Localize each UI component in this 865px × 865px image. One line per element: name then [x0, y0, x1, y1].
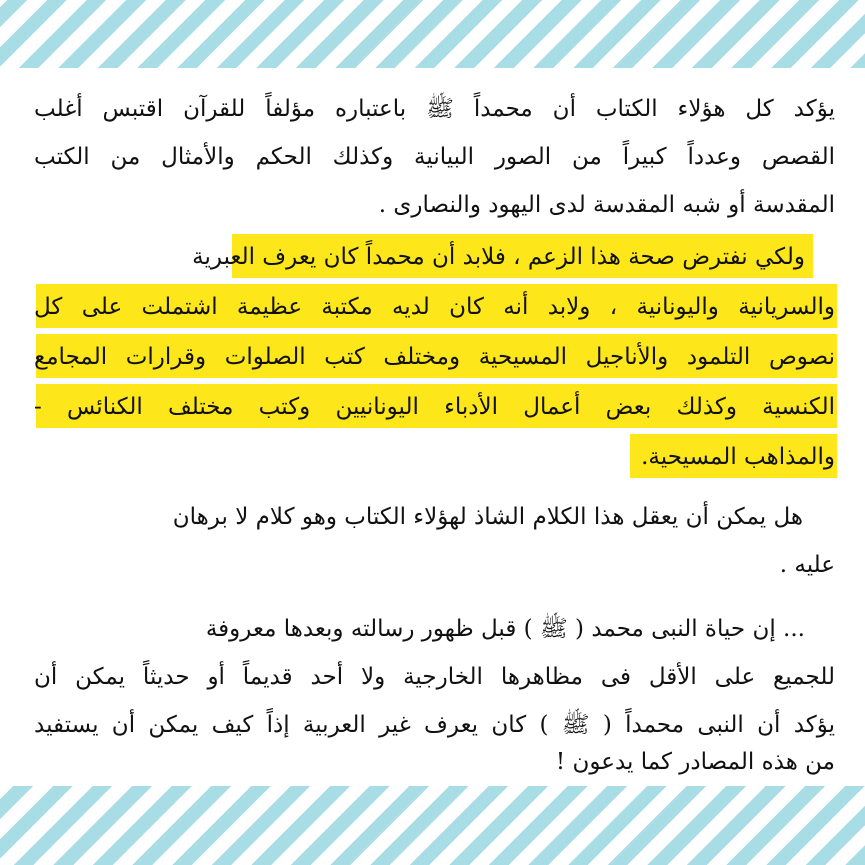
paragraph-2-line-4: الكنسية وكذلك بعض أعمال الأدباء اليونانيين وكتب مختلف الكنائس -: [34, 394, 835, 420]
paragraph-4-line-3: يؤكد أن النبى محمداً ( ﷺ ) كان يعرف غير العربية إذاً كيف يمكن أن يستفيد: [34, 712, 835, 738]
paragraph-2-line-5: والمذاهب المسيحية.: [641, 444, 835, 470]
document-page: [0, 68, 865, 786]
paragraph-2-line-1: ولكي نفترض صحة هذا الزعم ، فلابد أن محمداً كان يعرف العبرية: [192, 244, 805, 270]
paragraph-1-line-3: المقدسة أو شبه المقدسة لدى اليهود والنصارى .: [378, 192, 835, 218]
paragraph-2-line-3: نصوص التلمود والأناجيل المسيحية ومختلف كتب الصلوات وقرارات المجامع: [34, 344, 835, 370]
paragraph-3-line-1: هل يمكن أن يعقل هذا الكلام الشاذ لهؤلاء الكتاب وهو كلام لا برهان: [172, 504, 803, 530]
paragraph-4-line-1: ... إن حياة النبى محمد ( ﷺ ) قبل ظهور رسالته وبعدها معروفة: [205, 616, 805, 642]
paragraph-4-line-2: للجميع على الأقل فى مظاهرها الخارجية ولا أحد قديماً أو حديثاً يمكن أن: [34, 664, 835, 690]
paragraph-1-line-1: يؤكد كل هؤلاء الكتاب أن محمداً ﷺ باعتباره مؤلفاً للقرآن اقتبس أغلب: [34, 96, 835, 122]
paragraph-4-line-4: من هذه المصادر كما يدعون !: [555, 749, 835, 775]
paragraph-3-line-2: عليه .: [779, 552, 835, 578]
paragraph-2-line-2: والسريانية واليونانية ، ولابد أنه كان لديه مكتبة عظيمة اشتملت على كل: [34, 294, 835, 320]
paragraph-1-line-2: القصص وعدداً كبيراً من الصور البيانية وكذلك الحكم والأمثال من الكتب: [34, 144, 835, 170]
